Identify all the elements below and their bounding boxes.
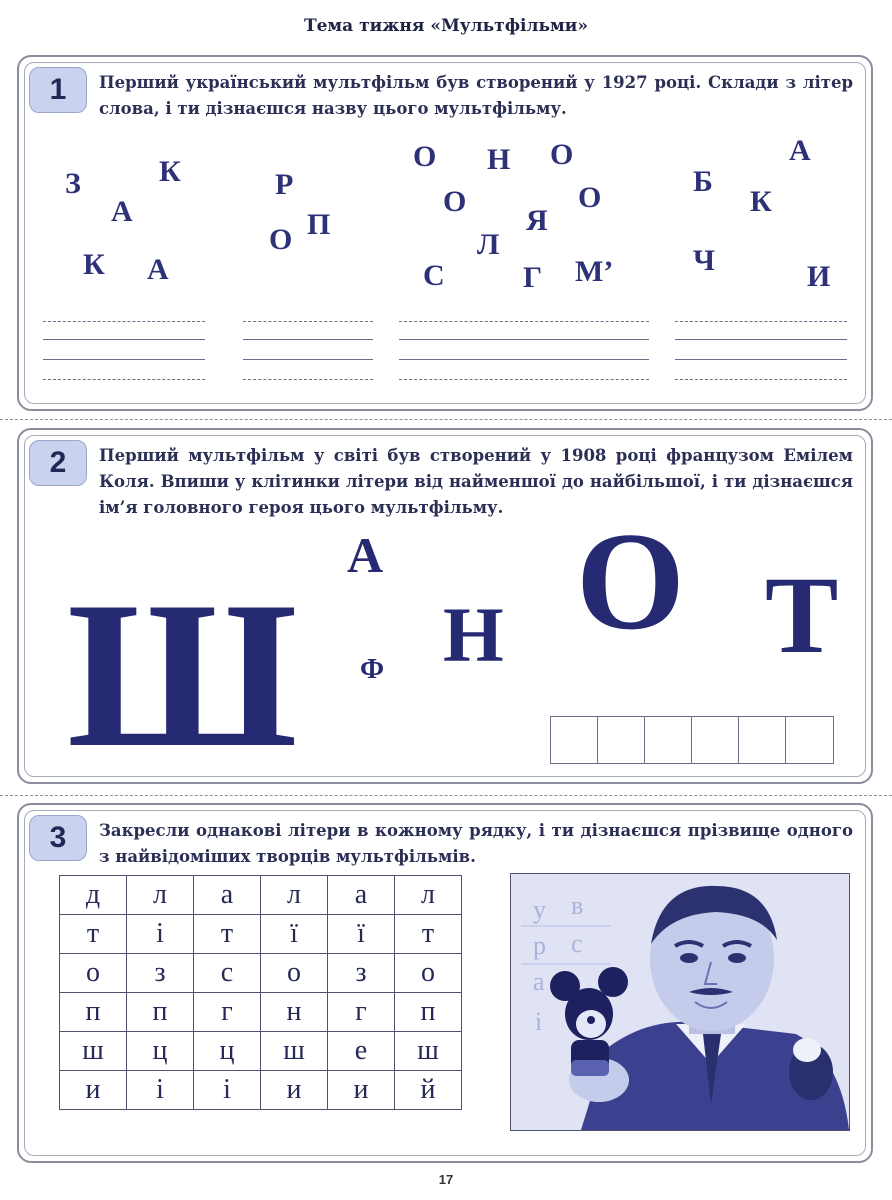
grid-cell[interactable]: з [127, 954, 194, 993]
scrambled-letter: С [423, 259, 445, 292]
scrambled-letter: О [269, 223, 293, 256]
background-letter: у [533, 895, 546, 924]
answer-cell[interactable] [551, 717, 598, 763]
task-2-number: 2 [29, 440, 87, 486]
answer-cell[interactable] [739, 717, 786, 763]
grid-row [60, 993, 462, 1032]
size-letter: Ш [67, 559, 298, 791]
grid-row [60, 1071, 462, 1110]
grid-cell[interactable]: п [60, 993, 127, 1032]
writing-lines-word-2[interactable] [243, 321, 373, 381]
cut-line [0, 419, 892, 420]
answer-cell[interactable] [598, 717, 645, 763]
grid-cell[interactable]: и [60, 1071, 127, 1110]
task-3-panel [17, 803, 873, 1163]
grid-cell[interactable]: л [395, 876, 462, 915]
grid-cell[interactable]: п [395, 993, 462, 1032]
grid-cell[interactable]: г [194, 993, 261, 1032]
scrambled-letter: З [65, 167, 81, 200]
grid-cell[interactable]: л [127, 876, 194, 915]
scrambled-letter: А [789, 134, 811, 167]
answer-cell[interactable] [692, 717, 739, 763]
size-letter: Ф [360, 654, 385, 685]
grid-cell[interactable]: ш [395, 1032, 462, 1071]
grid-row [60, 954, 462, 993]
writing-lines-word-3[interactable] [399, 321, 649, 381]
writing-lines-word-1[interactable] [43, 321, 205, 381]
grid-cell[interactable]: д [60, 876, 127, 915]
grid-cell[interactable]: н [261, 993, 328, 1032]
grid-cell[interactable]: а [328, 876, 395, 915]
grid-cell[interactable]: і [127, 1071, 194, 1110]
scrambled-letter: А [111, 195, 133, 228]
scrambled-letter: О [550, 138, 574, 171]
scrambled-letter: Р [275, 168, 294, 201]
background-letter: і [535, 1007, 543, 1036]
grid-cell[interactable]: о [395, 954, 462, 993]
grid-cell[interactable]: л [261, 876, 328, 915]
background-letter: а [533, 967, 545, 996]
size-letter: Т [765, 554, 839, 676]
grid-cell[interactable]: ї [328, 915, 395, 954]
grid-row [60, 915, 462, 954]
grid-cell[interactable]: о [60, 954, 127, 993]
grid-cell[interactable]: т [194, 915, 261, 954]
task-1-panel [17, 55, 873, 411]
task-1-number: 1 [29, 67, 87, 113]
scrambled-letter: О [413, 140, 437, 173]
animator-photo [510, 873, 850, 1131]
page-title: Тема тижня «Мультфільми» [303, 16, 589, 36]
grid-cell[interactable]: і [194, 1071, 261, 1110]
scrambled-letter: И [807, 260, 831, 293]
grid-cell[interactable]: п [127, 993, 194, 1032]
scrambled-letter: Г [523, 261, 543, 294]
grid-cell[interactable]: с [194, 954, 261, 993]
grid-cell[interactable]: ш [60, 1032, 127, 1071]
scrambled-letter: К [83, 248, 105, 281]
answer-cell[interactable] [645, 717, 692, 763]
size-letter: А [347, 527, 384, 583]
background-letter: с [571, 929, 583, 958]
grid-cell[interactable]: а [194, 876, 261, 915]
grid-cell[interactable]: е [328, 1032, 395, 1071]
scrambled-letter: К [750, 185, 772, 218]
scrambled-letter: Я [526, 204, 548, 237]
scrambled-letter: Н [487, 143, 511, 176]
scrambled-letter: Ч [693, 244, 716, 277]
grid-row [60, 1032, 462, 1071]
grid-cell[interactable]: т [395, 915, 462, 954]
scrambled-letter: О [578, 181, 602, 214]
size-letter: Н [443, 591, 504, 678]
photo-illustration [511, 874, 849, 1130]
scrambled-letter: Л [477, 228, 500, 261]
grid-cell[interactable]: г [328, 993, 395, 1032]
grid-cell[interactable]: ц [127, 1032, 194, 1071]
task-3-text: Закресли однакові літери в кожному рядку, і ти дізнаєшся прізвище одного з найвідоміших творців мультфільмів. [99, 821, 853, 866]
size-letter: О [576, 504, 685, 659]
task-3-number: 3 [29, 815, 87, 861]
scrambled-letter: П [307, 208, 331, 241]
scrambled-letter: А [147, 253, 169, 286]
scrambled-letter: К [159, 155, 181, 188]
cut-line [0, 795, 892, 796]
grid-cell[interactable]: з [328, 954, 395, 993]
letter-grid [59, 875, 462, 1110]
grid-row [60, 876, 462, 915]
answer-cell[interactable] [786, 717, 833, 763]
background-letter: в [571, 891, 584, 920]
grid-cell[interactable]: і [127, 915, 194, 954]
grid-cell[interactable]: ш [261, 1032, 328, 1071]
task-2-panel [17, 428, 873, 791]
scrambled-letter: Б [693, 165, 713, 198]
scrambled-letter: О [443, 185, 467, 218]
grid-cell[interactable]: и [261, 1071, 328, 1110]
scrambled-letter: М’ [575, 255, 614, 288]
page-number: 17 [438, 1172, 454, 1187]
grid-cell[interactable]: й [395, 1071, 462, 1110]
grid-cell[interactable]: и [328, 1071, 395, 1110]
task-2-text: Перший мультфільм у світі був створений у 1908 році французом Емілем Коля. Впиши у клітинки літери від найменшої до найбільшої, і ти дізнаєшся ім’я головного героя цього мультфільму. [99, 446, 853, 517]
grid-cell[interactable]: ї [261, 915, 328, 954]
answer-cells [550, 716, 834, 764]
grid-cell[interactable]: о [261, 954, 328, 993]
grid-cell[interactable]: т [60, 915, 127, 954]
background-letter: р [533, 931, 546, 960]
writing-lines-word-4[interactable] [675, 321, 847, 381]
task-1-text: Перший український мультфільм був створений у 1927 році. Склади з літер слова, і ти дізнаєшся назву цього мультфільму. [99, 73, 853, 118]
grid-cell[interactable]: ц [194, 1032, 261, 1071]
